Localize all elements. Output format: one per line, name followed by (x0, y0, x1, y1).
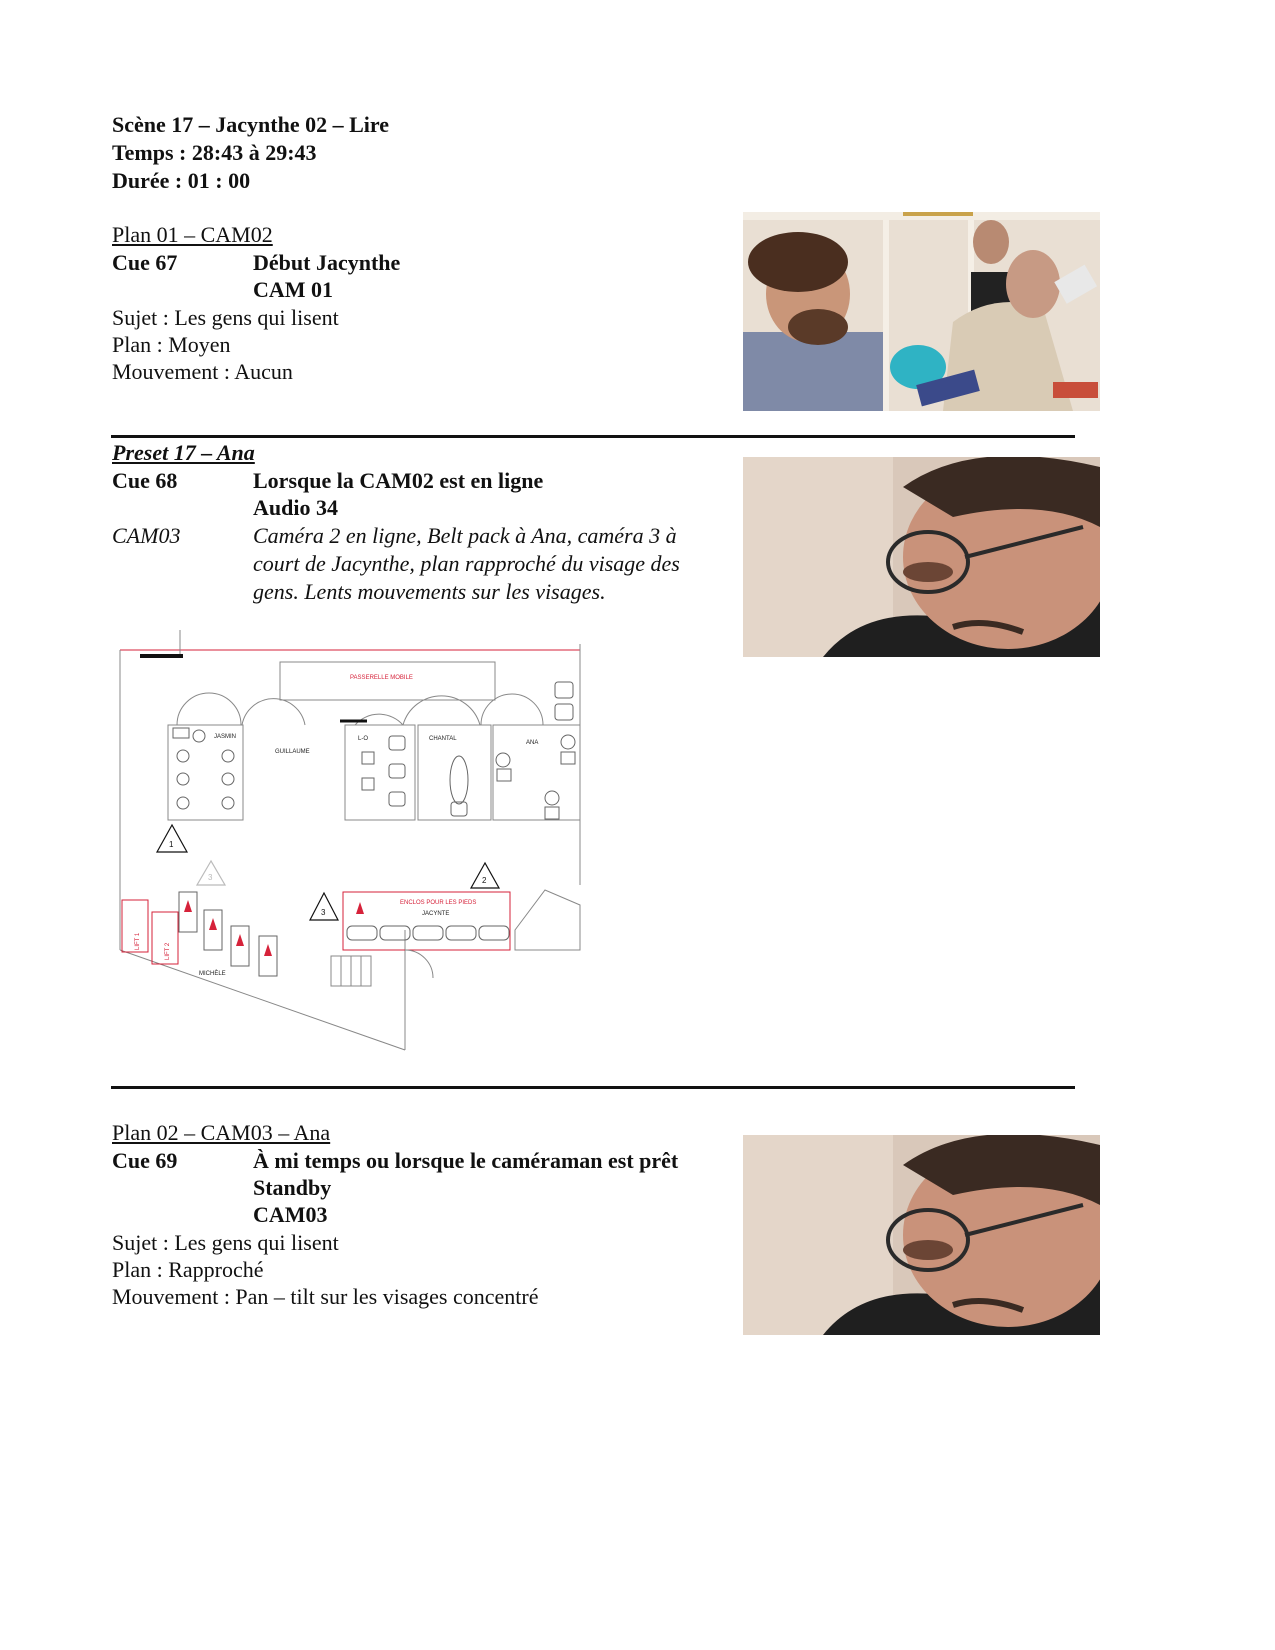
plan2-cue-label: Cue 69 (112, 1148, 178, 1173)
plan1-cue-action: Début Jacynthe (253, 250, 401, 275)
scene-duration: Durée : 01 : 00 (112, 168, 251, 193)
label-passerelle: PASSERELLE MOBILE (350, 675, 413, 681)
floor-plan (115, 630, 635, 1055)
label-ana: ANA (526, 740, 539, 746)
plan2-subject: Sujet : Les gens qui lisent (112, 1230, 339, 1255)
plan2-shot-size: Plan : Rapproché (112, 1257, 264, 1282)
preset-description: Caméra 2 en ligne, Belt pack à Ana, caméra 3 à court de Jacynthe, plan rapproché du visage des gens. Lents mouvements sur les visages. (253, 523, 680, 604)
label-jacynte: JACYNTE (422, 911, 450, 917)
label-michele: MICHÈLE (199, 971, 226, 977)
plan2-cue-standby: Standby (253, 1175, 332, 1200)
plan1-photo (743, 212, 1100, 411)
camera-3b-label: 3 (208, 873, 213, 882)
camera-3-label: 3 (321, 908, 326, 917)
plan1-movement: Mouvement : Aucun (112, 359, 293, 384)
plan2-photo (743, 1135, 1100, 1335)
plan1-cue-camera: CAM 01 (253, 277, 334, 302)
label-lift1: LIFT 1 (135, 932, 141, 950)
plan2-title: Plan 02 – CAM03 – Ana (112, 1120, 331, 1145)
scene-title: Scène 17 – Jacynthe 02 – Lire (112, 112, 390, 137)
label-chantal: CHANTAL (429, 736, 457, 742)
preset-cue-label: Cue 68 (112, 468, 178, 493)
plan2-movement: Mouvement : Pan – tilt sur les visages concentré (112, 1284, 539, 1309)
plan1-title: Plan 01 – CAM02 (112, 222, 273, 247)
plan1-cue-label: Cue 67 (112, 250, 178, 275)
plan1-shot-size: Plan : Moyen (112, 332, 231, 357)
plan2-cue-camera: CAM03 (253, 1202, 328, 1227)
label-lift2: LIFT 2 (165, 942, 171, 960)
preset-cue-audio: Audio 34 (253, 495, 338, 520)
section-divider-2 (111, 1086, 1075, 1089)
plan2-cue-action: À mi temps ou lorsque le caméraman est prêt (253, 1148, 679, 1173)
preset-cue-action: Lorsque la CAM02 est en ligne (253, 468, 544, 493)
label-enclos: ENCLOS POUR LES PIEDS (400, 900, 477, 906)
label-guillaume: GUILLAUME (275, 749, 310, 755)
preset-title: Preset 17 – Ana (112, 440, 255, 465)
label-jasmin: JASMIN (214, 734, 237, 740)
camera-2-label: 2 (482, 876, 487, 885)
plan1-subject: Sujet : Les gens qui lisent (112, 305, 339, 330)
scene-time: Temps : 28:43 à 29:43 (112, 140, 317, 165)
preset-cam-label: CAM03 (112, 523, 181, 548)
section-divider (111, 435, 1075, 438)
label-lo: L-O (358, 736, 369, 742)
preset-photo (743, 457, 1100, 657)
camera-1-label: 1 (169, 840, 174, 849)
